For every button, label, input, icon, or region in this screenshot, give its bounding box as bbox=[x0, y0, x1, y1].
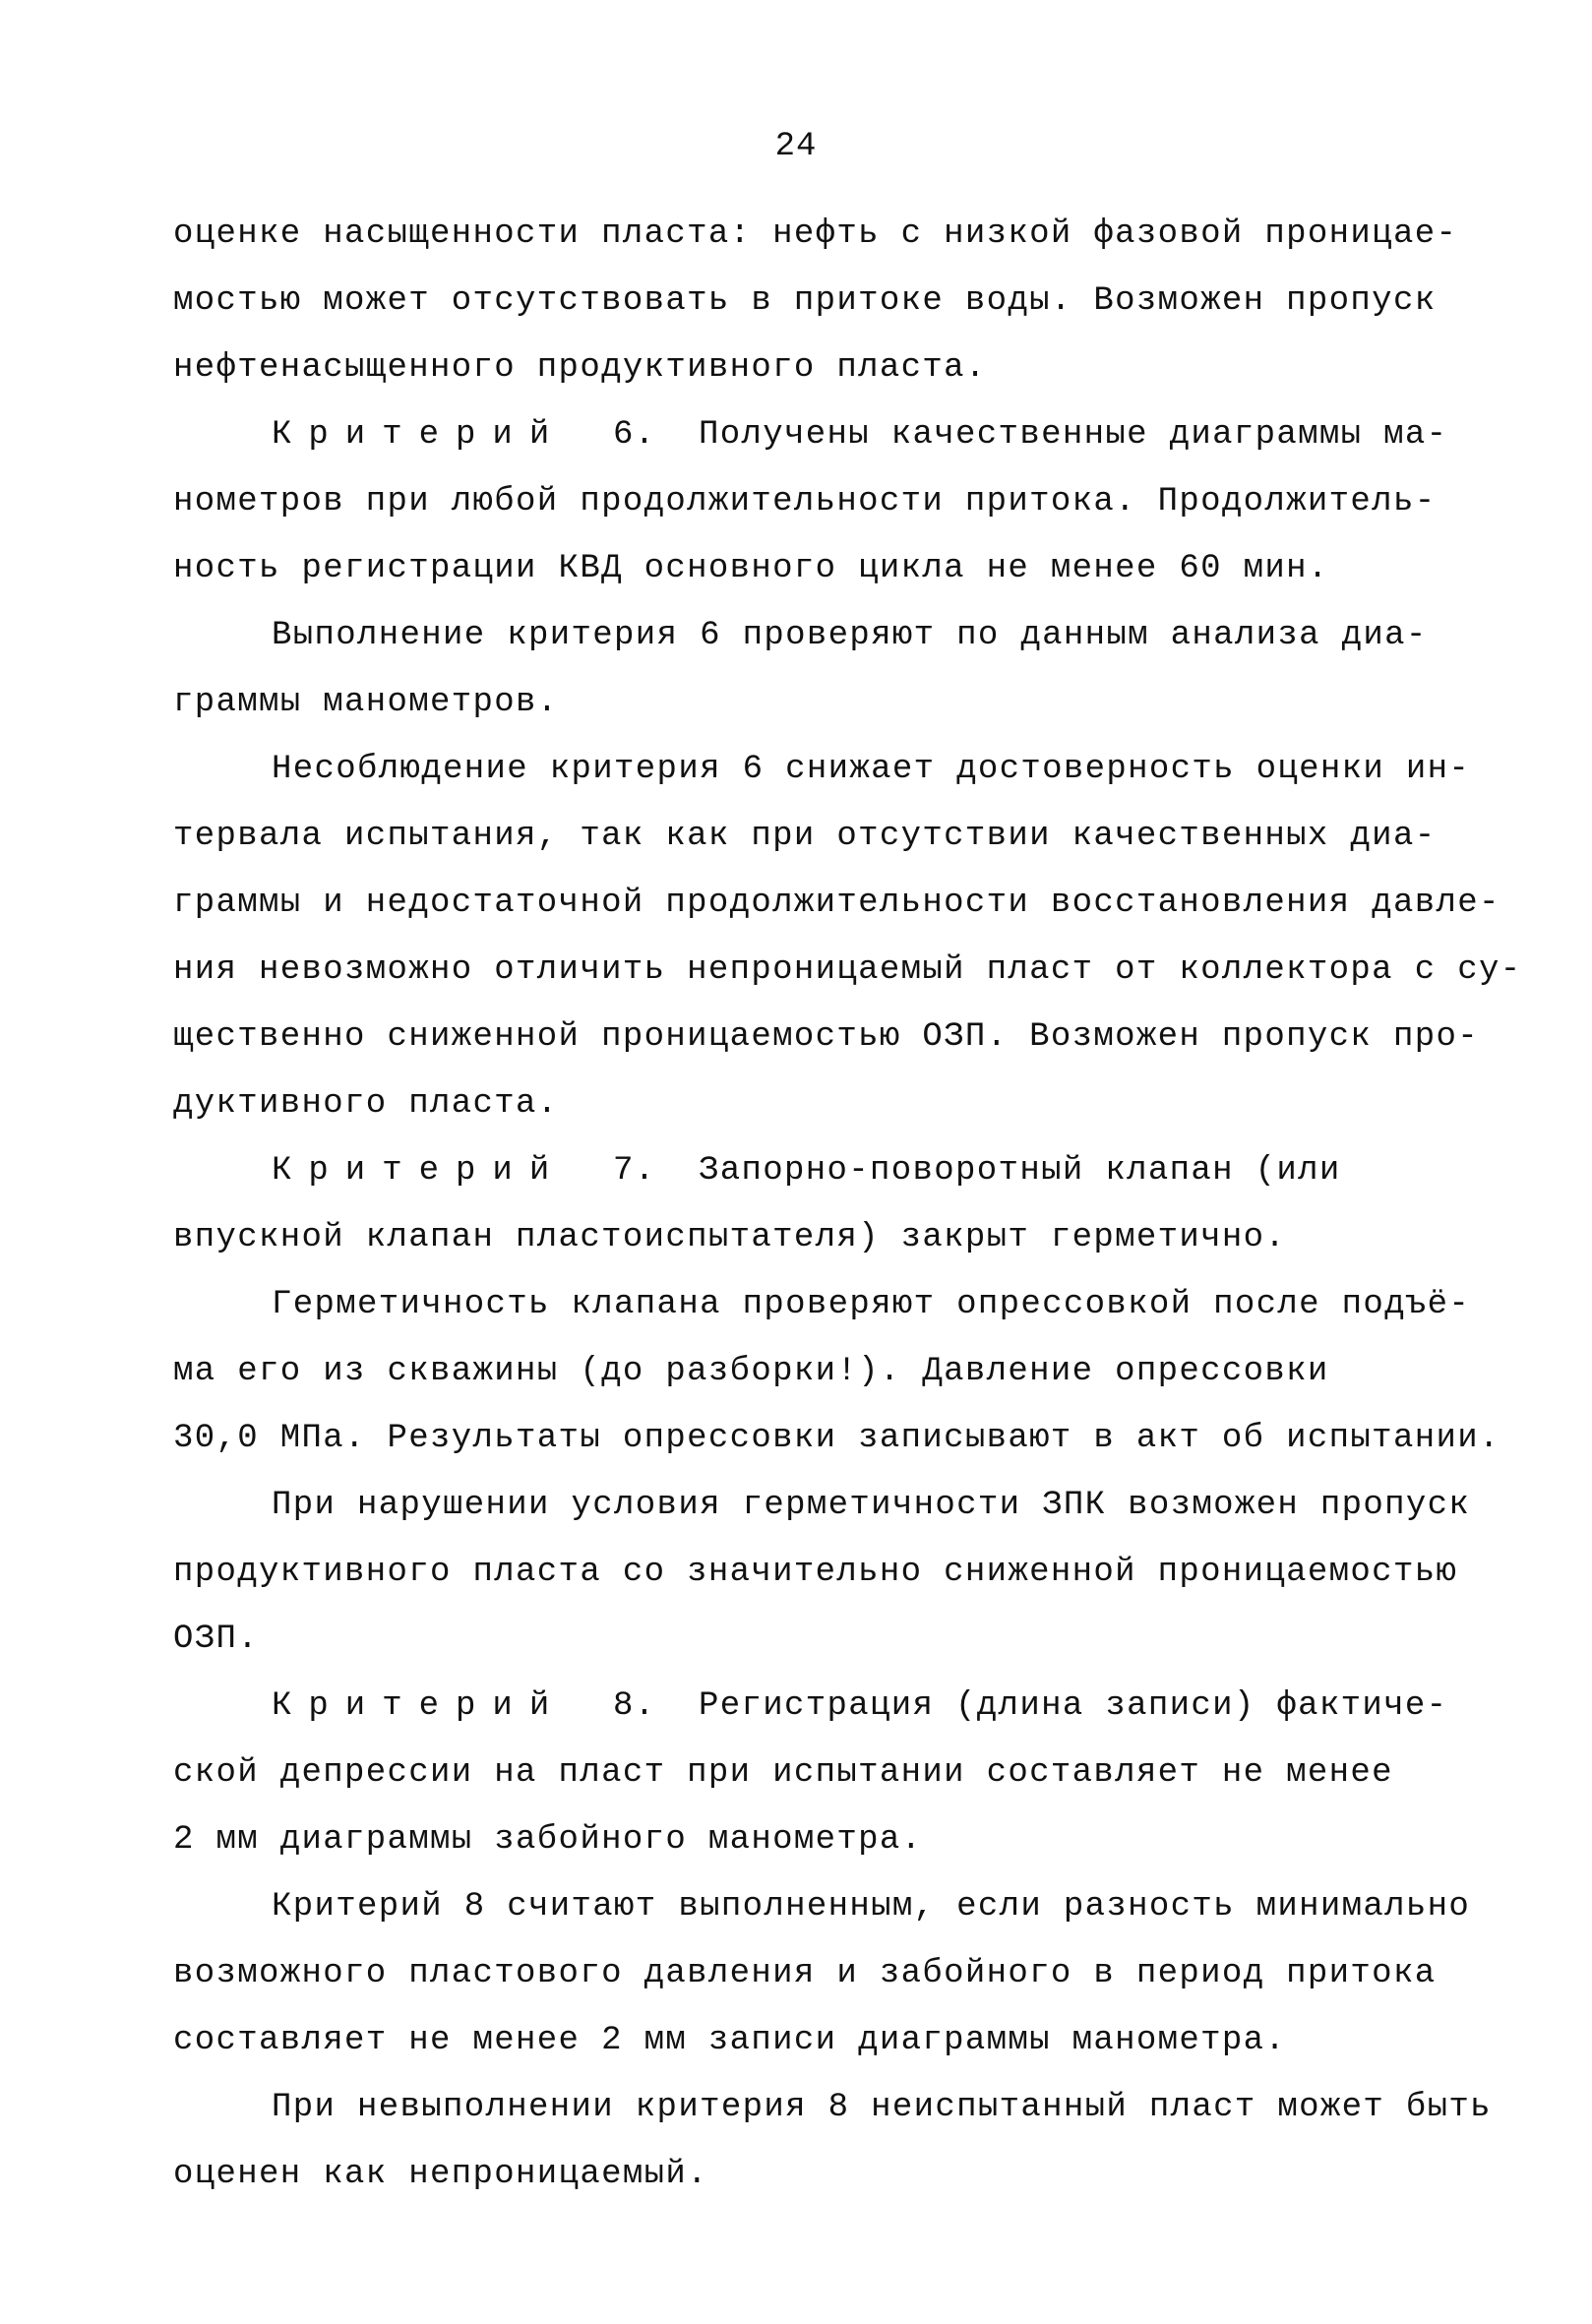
text-line: тервала испытания, так как при отсутствии качественных диа- bbox=[173, 818, 1437, 855]
criterion-heading: Критерий bbox=[272, 1152, 567, 1190]
text-line: Критерий 8 считают выполненным, если разность минимально bbox=[272, 1888, 1471, 1926]
text-line: При невыполнении критерия 8 неиспытанный пласт может быть bbox=[272, 2089, 1492, 2126]
text-line: продуктивного пласта со значительно сниженной проницаемостью bbox=[173, 1554, 1458, 1591]
text-line: ность регистрации КВД основного цикла не менее 60 мин. bbox=[173, 550, 1329, 587]
page-number: 24 bbox=[774, 128, 818, 165]
text-line: 30,0 МПа. Результаты опрессовки записывают в акт об испытании. bbox=[173, 1420, 1500, 1457]
text-line: составляет не менее 2 мм записи диаграммы манометра. bbox=[173, 2022, 1287, 2059]
text-line: При нарушении условия герметичности ЗПК возможен пропуск bbox=[272, 1487, 1471, 1524]
text-line: дуктивного пласта. bbox=[173, 1085, 559, 1123]
text-line: ния невозможно отличить непроницаемый пласт от коллектора с су- bbox=[173, 951, 1522, 989]
text-line: 7. Запорно-поворотный клапан (или bbox=[613, 1152, 1341, 1190]
text-line: ОЗП. bbox=[173, 1621, 260, 1658]
text-line: оценен как непроницаемый. bbox=[173, 2156, 708, 2193]
text-line: 6. Получены качественные диаграммы ма- bbox=[613, 416, 1448, 454]
text-line: нефтенасыщенного продуктивного пласта. bbox=[173, 349, 987, 387]
text-line: 2 мм диаграммы забойного манометра. bbox=[173, 1821, 923, 1859]
text-line: щественно сниженной проницаемостью ОЗП. Возможен пропуск про- bbox=[173, 1018, 1479, 1056]
text-line: ма его из скважины (до разборки!). Давление опрессовки bbox=[173, 1353, 1329, 1390]
text-line: Несоблюдение критерия 6 снижает достоверность оценки ин- bbox=[272, 751, 1471, 788]
text-line: граммы и недостаточной продолжительности восстановления давле- bbox=[173, 885, 1500, 922]
criterion-heading: Критерий bbox=[272, 416, 567, 454]
text-line: впускной клапан пластоиспытателя) закрыт герметично. bbox=[173, 1219, 1287, 1256]
text-line: 8. Регистрация (длина записи) фактиче- bbox=[613, 1687, 1448, 1725]
text-line: оценке насыщенности пласта: нефть с низкой фазовой проницае- bbox=[173, 215, 1458, 253]
text-line: ской депрессии на пласт при испытании составляет не менее bbox=[173, 1754, 1393, 1792]
text-line: граммы манометров. bbox=[173, 684, 559, 721]
text-line: Герметичность клапана проверяют опрессовкой после подъё- bbox=[272, 1286, 1471, 1323]
text-line: возможного пластового давления и забойного в период притока bbox=[173, 1955, 1437, 1992]
text-line: мостью может отсутствовать в притоке воды. Возможен пропуск bbox=[173, 282, 1437, 320]
text-line: Выполнение критерия 6 проверяют по данным анализа диа- bbox=[272, 617, 1428, 654]
text-line: нометров при любой продолжительности притока. Продолжитель- bbox=[173, 483, 1437, 520]
criterion-heading: Критерий bbox=[272, 1687, 567, 1725]
